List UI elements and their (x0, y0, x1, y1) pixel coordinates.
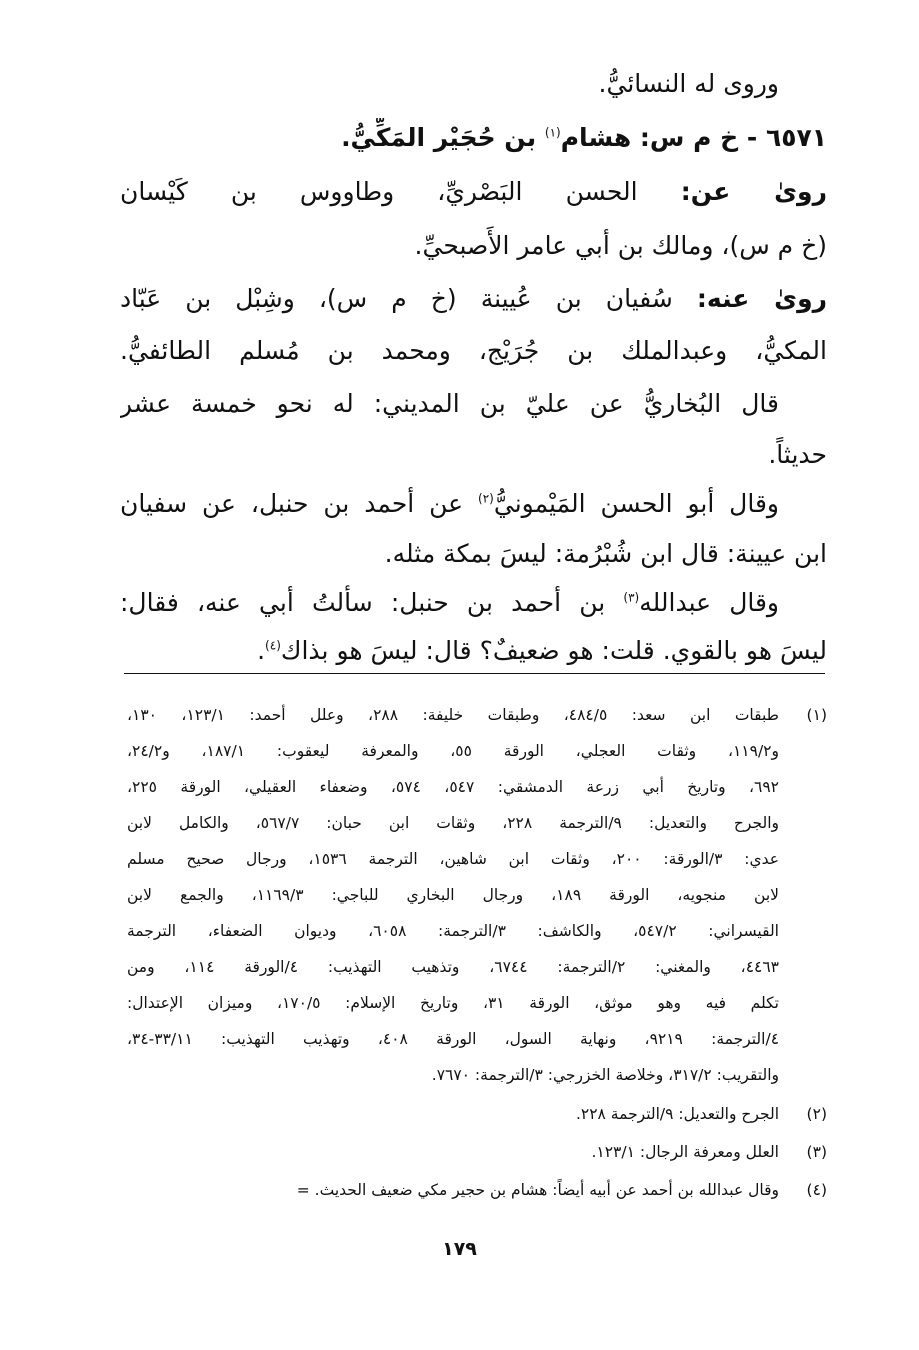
main-line-6 (120, 331, 827, 371)
footnote-line: ٤٤٦٣، والمغني: ٢/الترجمة: ٦٧٤٤، وتذهيب التهذيب: ٤/الورقة ١١٤، ومن (127, 958, 779, 976)
main-text: . (257, 636, 266, 665)
footnote-line: القيسراني: ٥٤٧/٢، والكاشف: ٣/الترجمة: ٦٠٥٨، وديوان الضعفاء، الترجمة (127, 922, 779, 940)
entry-number: ٦٥٧١ (765, 123, 827, 152)
footnote-ref: (٤) (265, 638, 281, 653)
page-number: ١٧٩ (442, 1238, 477, 1260)
section-label: روىٰ عنه: (696, 284, 827, 313)
entry-heading (120, 118, 827, 158)
main-line-5 (120, 279, 827, 319)
footnote-line: و١١٩/٢، وثقات العجلي، الورقة ٥٥، والمعرفة ليعقوب: ١٨٧/١، و٢٤/٢، (127, 742, 779, 760)
footnote-line: لابن منجويه، الورقة ١٨٩، ورجال البخاري للباجي: ١١٦٩/٣، والجمع لابن (127, 886, 779, 904)
main-text: عن أحمد بن حنبل، عن سفيان (120, 489, 479, 518)
main-line-9 (120, 484, 779, 524)
footnote-line: عدي: ٣/الورقة: ٢٠٠، وثقات ابن شاهين، الترجمة ١٥٣٦، ورجال صحيح مسلم (127, 850, 779, 868)
main-line-7 (120, 384, 779, 424)
footnote-line: وقال عبدالله بن أحمد عن أبيه أيضاً: هشام بن حجير مكي ضعيف الحديث. = (296, 1181, 779, 1199)
footnote-number: (١) (806, 706, 827, 724)
footnote-ref: (١) (544, 125, 561, 140)
main-line-10 (120, 534, 827, 574)
main-text: سُفيان بن عُيينة (خ م س)، وشِبْل بن عَبّاد (120, 284, 697, 313)
main-text: قال البُخاريُّ عن عليّ بن المديني: له نحو خمسة عشر (120, 389, 779, 418)
footnote-line: والتقريب: ٣١٧/٢، وخلاصة الخزرجي: ٣/الترجمة: ٧٦٧٠. (431, 1066, 779, 1084)
footnote-line: ٤/الترجمة: ٩٢١٩، ونهاية السول، الورقة ٤٠٨، وتهذيب التهذيب: ٣٣/١١-٣٤، (127, 1030, 779, 1048)
footnote-divider (124, 673, 825, 674)
main-line-4 (120, 226, 827, 266)
footnote-line: تكلم فيه وهو موثق، الورقة ٣١، وتاريخ الإسلام: ١٧٠/٥، وميزان الإعتدال: (127, 994, 779, 1012)
footnote-line: والجرح والتعديل: ٩/الترجمة ٢٢٨، وثقات ابن حبان: ٥٦٧/٧، والكامل لابن (127, 814, 779, 832)
footnote-number: (٤) (806, 1181, 827, 1199)
footnote-line: العلل ومعرفة الرجال: ١٢٣/١. (591, 1143, 779, 1161)
entry-heading-text: - خ م س: هشام (560, 123, 766, 152)
main-line-3 (120, 172, 827, 212)
main-text: ليسَ هو بالقوي. قلت: هو ضعيفٌ؟ قال: ليسَ هو بذاك (280, 636, 827, 665)
main-text: وقال عبدالله (639, 588, 779, 617)
footnote-number: (٢) (806, 1105, 827, 1123)
main-text: بن أحمد بن حنبل: سألتُ أبي عنه، فقال: (120, 588, 624, 617)
main-text: (خ م س)، ومالك بن أبي عامر الأَصبحيِّ. (414, 231, 827, 260)
main-text: ابن عيينة: قال ابن شُبْرُمة: ليسَ بمكة مثله. (384, 539, 827, 568)
footnote-line: ٦٩٢، وتاريخ أبي زرعة الدمشقي: ٥٤٧، ٥٧٤، وضعفاء العقيلي، الورقة ٢٢٥، (127, 778, 779, 796)
main-text: وقال أبو الحسن المَيْمونيُّ (493, 489, 779, 518)
footnote-ref: (٣) (623, 590, 640, 605)
main-line-11 (120, 583, 779, 623)
footnote-line: الجرح والتعديل: ٩/الترجمة ٢٢٨. (575, 1105, 779, 1123)
footnote-ref: (٢) (478, 491, 494, 506)
footnote-number: (٣) (806, 1143, 827, 1161)
main-text: وروى له النسائيُّ. (598, 69, 779, 98)
entry-heading-end: بن حُجَيْر المَكِّيُّ. (341, 123, 545, 152)
main-text: حديثاً. (768, 440, 827, 469)
main-line-12 (120, 631, 827, 671)
main-text: الحسن البَصْريِّ، وطاووس بن كَيْسان (120, 177, 681, 206)
main-text: المكيُّ، وعبدالملك بن جُرَيْج، ومحمد بن مُسلم الطائفيُّ. (120, 336, 827, 365)
footnote-line: طبقات ابن سعد: ٤٨٤/٥، وطبقات خليفة: ٢٨٨، وعلل أحمد: ١٢٣/١، ١٣٠، (127, 706, 779, 724)
section-label: روىٰ عن: (680, 177, 827, 206)
main-line-8 (120, 435, 827, 475)
main-line-1 (120, 64, 779, 104)
